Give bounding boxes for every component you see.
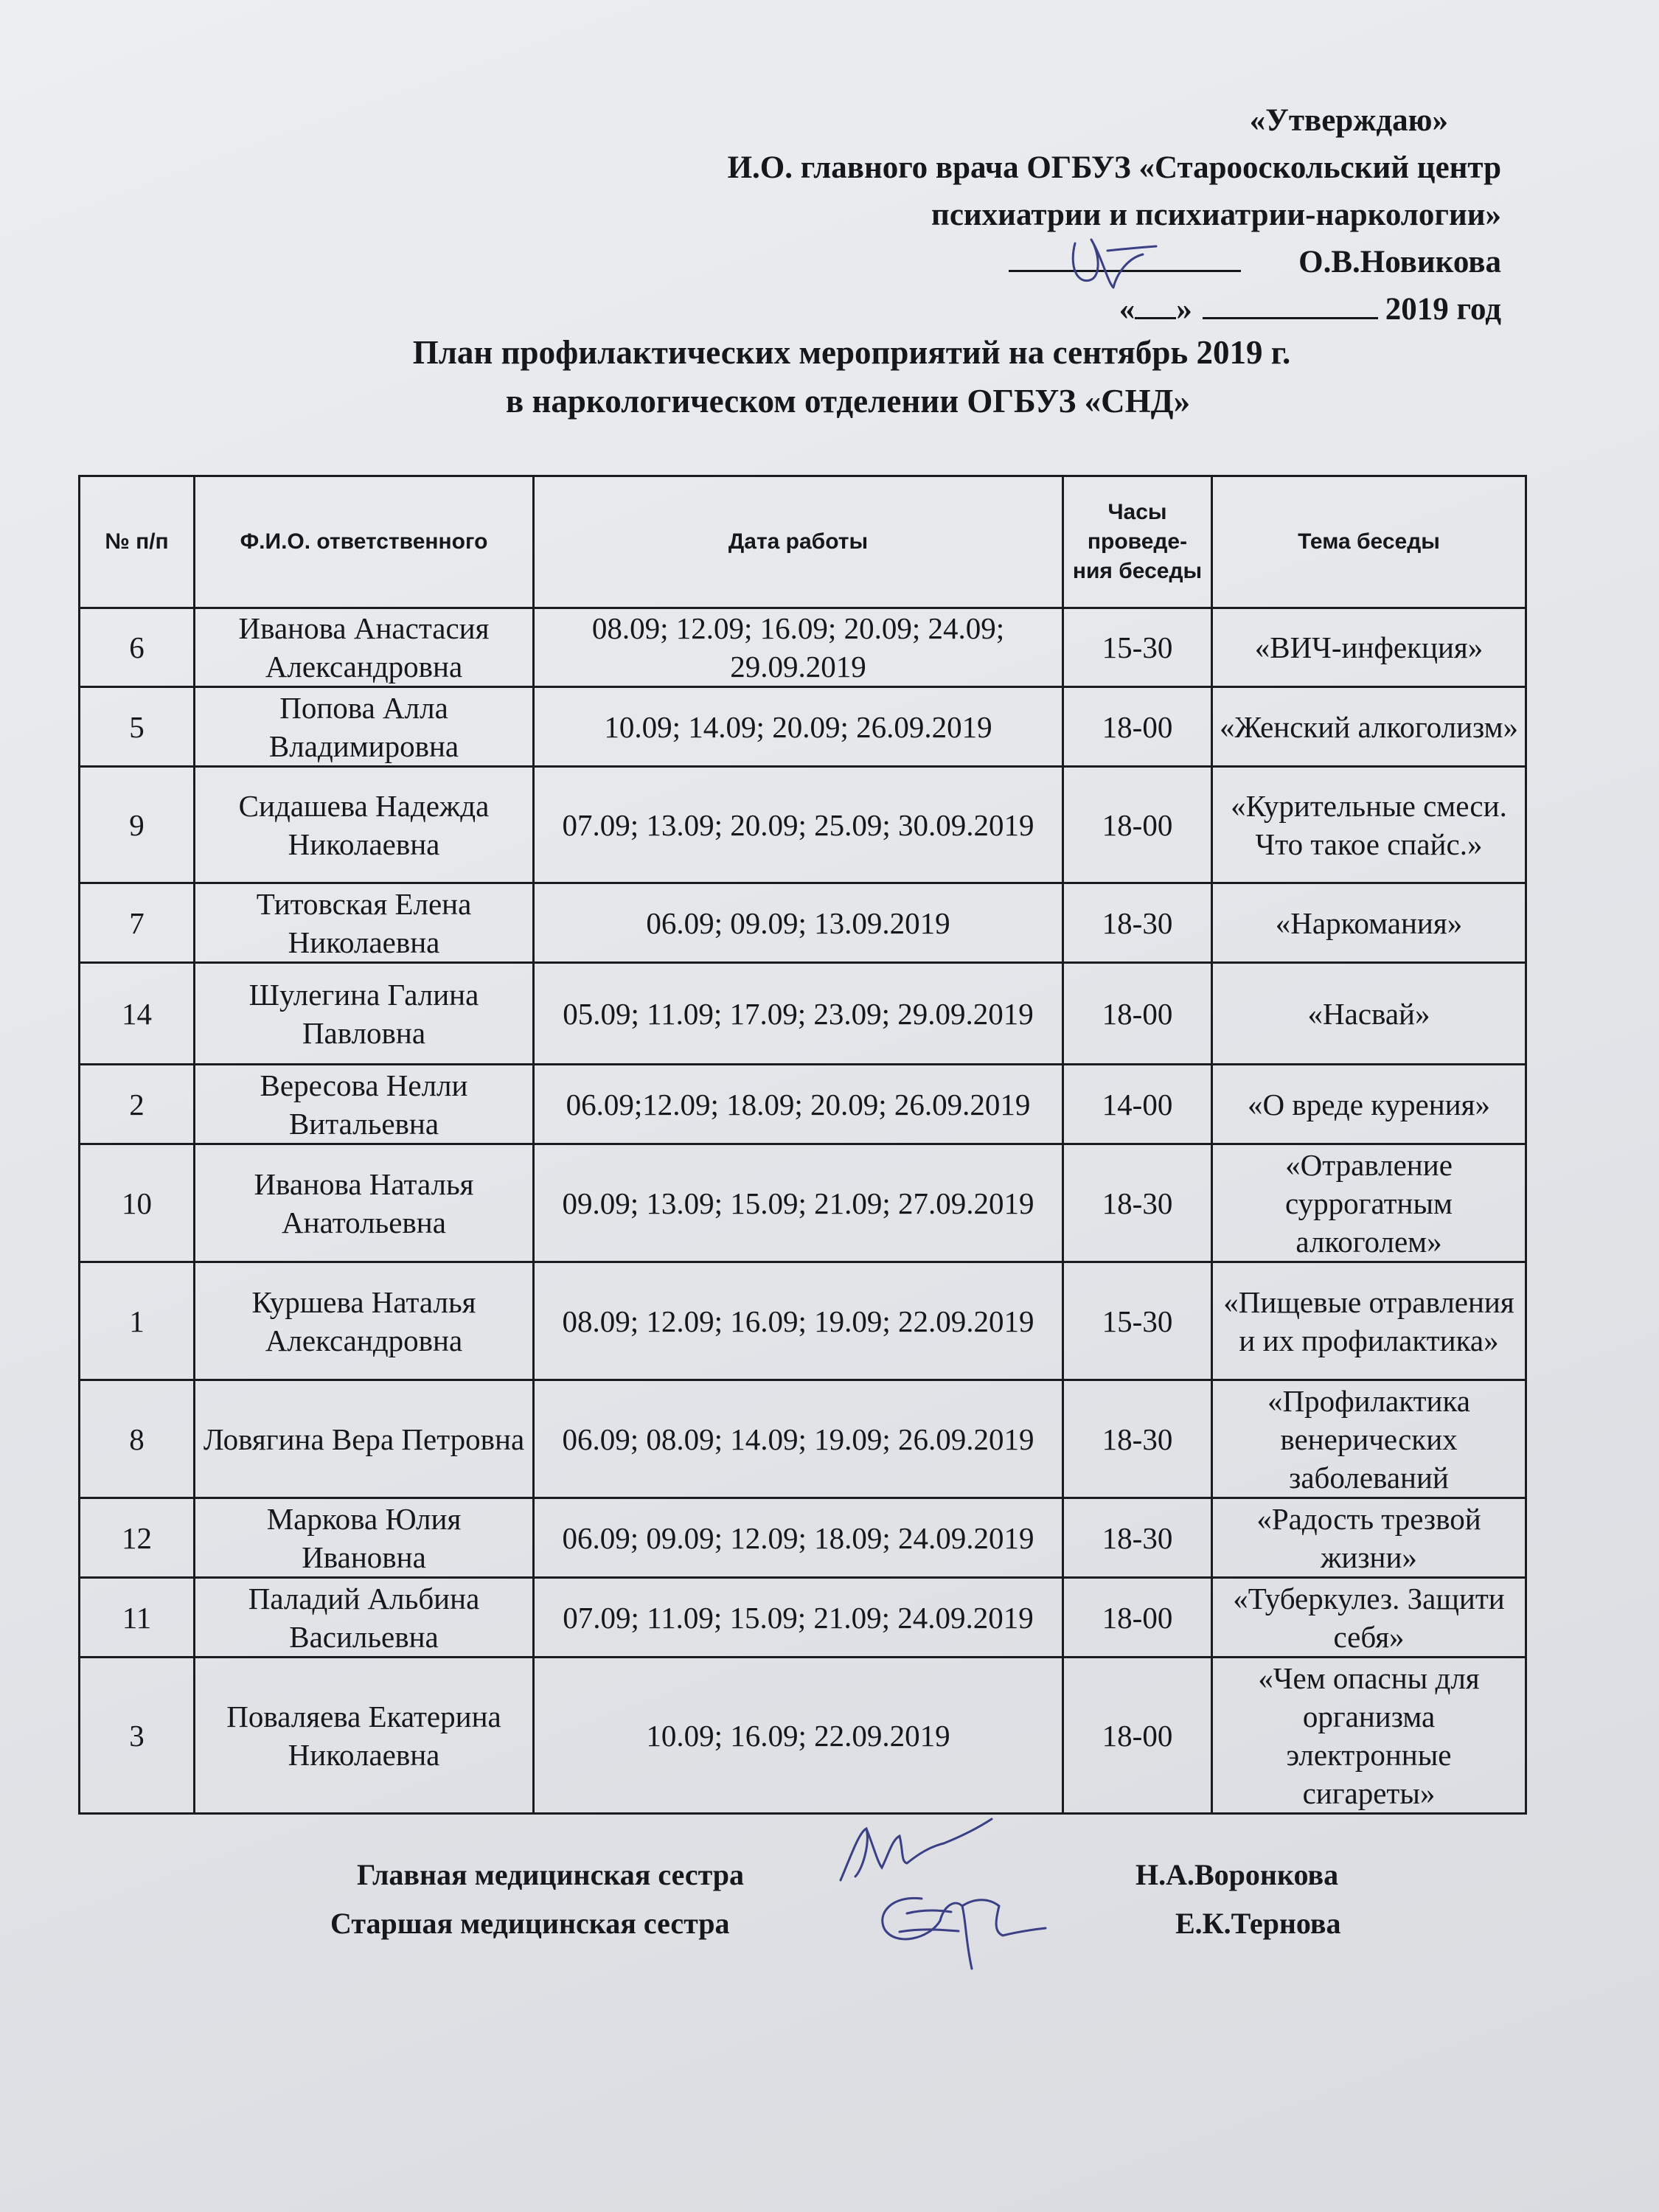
- cell-topic: «Профилактика венерических заболеваний: [1212, 1380, 1526, 1498]
- cell-hours: 18-00: [1063, 687, 1212, 767]
- cell-topic: «Женский алкоголизм»: [1212, 687, 1526, 767]
- cell-dates: 06.09; 09.09; 12.09; 18.09; 24.09.2019: [534, 1498, 1063, 1578]
- header-name: Ф.И.О. ответственного: [195, 476, 534, 608]
- cell-topic: «Отравление суррогатным алкоголем»: [1212, 1144, 1526, 1262]
- approval-year: 2019 год: [1385, 292, 1501, 327]
- chief-nurse-name: Н.А.Воронкова: [1135, 1858, 1339, 1891]
- senior-nurse-role: Старшая медицинская сестра: [330, 1907, 730, 1940]
- approval-date-line: « » 2019 год: [469, 286, 1501, 333]
- cell-hours: 18-30: [1063, 1380, 1212, 1498]
- cell-no: 12: [80, 1498, 195, 1578]
- cell-no: 7: [80, 883, 195, 963]
- title-line1: План профилактических мероприятий на сентябрь 2019 г.: [412, 334, 1291, 371]
- cell-name: Паладий Альбина Васильевна: [195, 1578, 534, 1658]
- cell-dates: 06.09;12.09; 18.09; 20.09; 26.09.2019: [534, 1065, 1063, 1144]
- header-hours: Часы проведе-ния беседы: [1063, 476, 1212, 608]
- approval-signer: О.В.Новикова: [1298, 245, 1501, 279]
- table-row: [80, 963, 1526, 1065]
- table-row: [80, 883, 1526, 963]
- cell-dates: 07.09; 13.09; 20.09; 25.09; 30.09.2019: [534, 767, 1063, 883]
- plan-table: [78, 475, 1527, 1815]
- cell-dates: 09.09; 13.09; 15.09; 21.09; 27.09.2019: [534, 1144, 1063, 1262]
- cell-dates: 10.09; 14.09; 20.09; 26.09.2019: [534, 687, 1063, 767]
- cell-no: 11: [80, 1578, 195, 1658]
- cell-topic: «ВИЧ-инфекция»: [1212, 608, 1526, 687]
- cell-hours: 18-30: [1063, 1144, 1212, 1262]
- cell-topic: «Туберкулез. Защити себя»: [1212, 1578, 1526, 1658]
- cell-name: Вересова Нелли Витальевна: [195, 1065, 534, 1144]
- cell-name: Шулегина Галина Павловна: [195, 963, 534, 1065]
- senior-nurse-name: Е.К.Тернова: [1175, 1907, 1341, 1940]
- table-row: [80, 1578, 1526, 1658]
- cell-name: Сидашева Надежда Николаевна: [195, 767, 534, 883]
- cell-no: 1: [80, 1262, 195, 1380]
- cell-topic: «Пищевые отравления и их профилактика»: [1212, 1262, 1526, 1380]
- cell-name: Иванова Анастасия Александровна: [195, 608, 534, 687]
- cell-no: 3: [80, 1658, 195, 1814]
- cell-hours: 18-30: [1063, 1498, 1212, 1578]
- cell-topic: «Насвай»: [1212, 963, 1526, 1065]
- header-no: № п/п: [80, 476, 195, 608]
- cell-topic: «О вреде курения»: [1212, 1065, 1526, 1144]
- table-row: [80, 767, 1526, 883]
- cell-hours: 18-00: [1063, 963, 1212, 1065]
- header-topic: Тема беседы: [1212, 476, 1526, 608]
- document-title: [0, 328, 1659, 425]
- cell-dates: 10.09; 16.09; 22.09.2019: [534, 1658, 1063, 1814]
- senior-nurse-signature-icon: [870, 1877, 1047, 1980]
- cell-hours: 18-00: [1063, 767, 1212, 883]
- cell-hours: 15-30: [1063, 1262, 1212, 1380]
- table-row: [80, 1658, 1526, 1814]
- chief-nurse-row: [0, 1851, 1659, 1899]
- cell-hours: 15-30: [1063, 608, 1212, 687]
- cell-dates: 08.09; 12.09; 16.09; 19.09; 22.09.2019: [534, 1262, 1063, 1380]
- cell-name: Иванова Наталья Анатольевна: [195, 1144, 534, 1262]
- cell-topic: «Чем опасны для организма электронные сигареты»: [1212, 1658, 1526, 1814]
- table-row: [80, 1380, 1526, 1498]
- approval-block: [469, 97, 1501, 333]
- cell-name: Поваляева Екатерина Николаевна: [195, 1658, 534, 1814]
- table-row: [80, 1498, 1526, 1578]
- cell-dates: 05.09; 11.09; 17.09; 23.09; 29.09.2019: [534, 963, 1063, 1065]
- cell-topic: «Наркомания»: [1212, 883, 1526, 963]
- table-row: [80, 1262, 1526, 1380]
- cell-no: 2: [80, 1065, 195, 1144]
- table-row: [80, 1065, 1526, 1144]
- cell-hours: 14-00: [1063, 1065, 1212, 1144]
- cell-hours: 18-00: [1063, 1578, 1212, 1658]
- cell-no: 8: [80, 1380, 195, 1498]
- table-row: [80, 608, 1526, 687]
- cell-no: 6: [80, 608, 195, 687]
- title-line2: в наркологическом отделении ОГБУЗ «СНД»: [505, 383, 1191, 420]
- cell-name: Маркова Юлия Ивановна: [195, 1498, 534, 1578]
- cell-topic: «Радость трезвой жизни»: [1212, 1498, 1526, 1578]
- cell-name: Куршева Наталья Александровна: [195, 1262, 534, 1380]
- cell-dates: 06.09; 09.09; 13.09.2019: [534, 883, 1063, 963]
- cell-topic: «Курительные смеси. Что такое спайс.»: [1212, 767, 1526, 883]
- month-blank: [1203, 289, 1378, 319]
- cell-hours: 18-30: [1063, 883, 1212, 963]
- cell-name: Ловягина Вера Петровна: [195, 1380, 534, 1498]
- approval-signature-line: [469, 239, 1501, 286]
- cell-no: 5: [80, 687, 195, 767]
- table-header-row: [80, 476, 1526, 608]
- cell-dates: 08.09; 12.09; 16.09; 20.09; 24.09; 29.09.2019: [534, 608, 1063, 687]
- director-signature-icon: [1062, 214, 1165, 295]
- table-row: [80, 1144, 1526, 1262]
- table-row: [80, 687, 1526, 767]
- cell-hours: 18-00: [1063, 1658, 1212, 1814]
- approval-heading: «Утверждаю»: [1249, 103, 1448, 138]
- senior-nurse-row: [0, 1899, 1659, 1948]
- cell-no: 14: [80, 963, 195, 1065]
- cell-name: Титовская Елена Николаевна: [195, 883, 534, 963]
- approval-position-line2: психиатрии и психиатрии-наркологии»: [931, 198, 1501, 232]
- signatures-footer: [0, 1851, 1659, 1948]
- cell-dates: 06.09; 08.09; 14.09; 19.09; 26.09.2019: [534, 1380, 1063, 1498]
- cell-no: 9: [80, 767, 195, 883]
- cell-no: 10: [80, 1144, 195, 1262]
- cell-name: Попова Алла Владимировна: [195, 687, 534, 767]
- header-dates: Дата работы: [534, 476, 1063, 608]
- approval-position-line1: И.О. главного врача ОГБУЗ «Старооскольский центр: [727, 150, 1501, 185]
- cell-dates: 07.09; 11.09; 15.09; 21.09; 24.09.2019: [534, 1578, 1063, 1658]
- chief-nurse-role: Главная медицинская сестра: [357, 1858, 745, 1891]
